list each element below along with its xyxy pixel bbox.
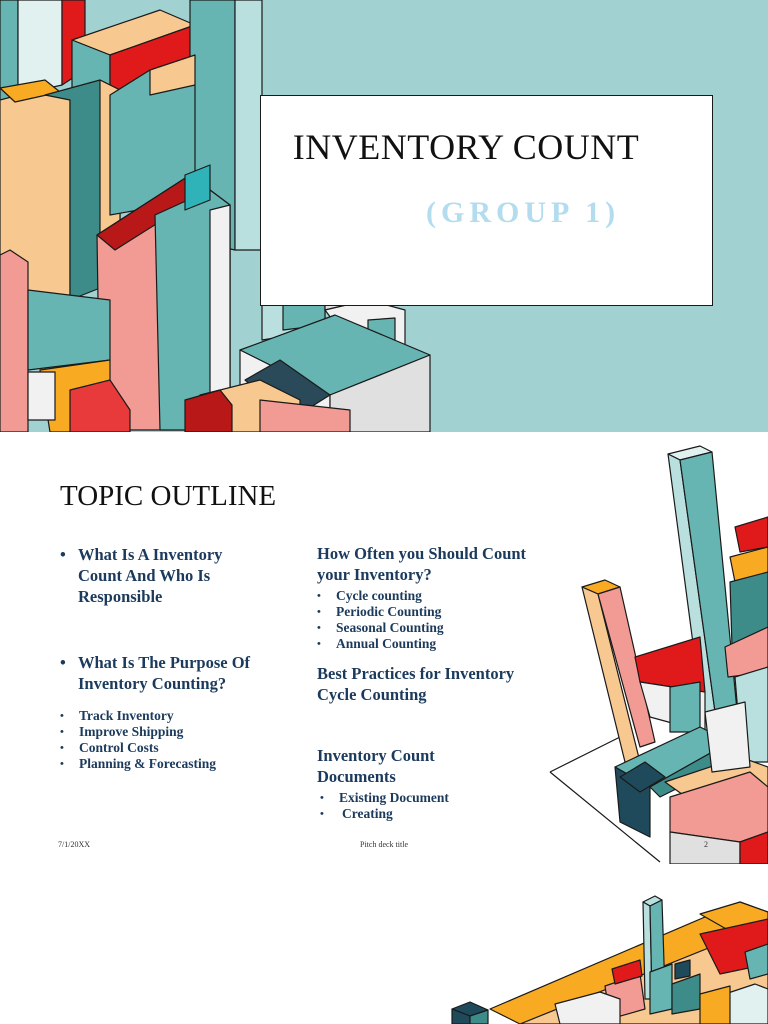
list-item: • Periodic Counting <box>317 604 547 620</box>
footer-page-number: 2 <box>704 840 708 849</box>
presentation-title: INVENTORY COUNT <box>292 127 640 167</box>
list-item: • Control Costs <box>60 740 290 756</box>
outline-slide <box>0 432 768 864</box>
topic-purpose: • What Is The Purpose Of Inventory Counting? <box>60 652 290 694</box>
list-item: • Annual Counting <box>317 636 547 652</box>
slide-heading: TOPIC OUTLINE <box>60 480 277 512</box>
list-item: • Seasonal Counting <box>317 620 547 636</box>
topic-what-is: • What Is A Inventory Count And Who Is Responsible <box>60 544 270 607</box>
list-item: • Improve Shipping <box>60 724 290 740</box>
next-slide-partial <box>0 864 768 1024</box>
city-illustration-right <box>0 432 768 864</box>
list-item: • Planning & Forecasting <box>60 756 290 772</box>
list-item: • Track Inventory <box>60 708 290 724</box>
footer-deck-title: Pitch deck title <box>360 840 408 849</box>
list-item: • Existing Document <box>320 790 547 806</box>
footer-date: 7/1/20XX <box>58 840 90 849</box>
frequency-heading: How Often you Should Count your Inventory? <box>317 544 527 584</box>
documents-heading: Inventory Count Documents <box>317 746 435 786</box>
city-illustration-bottom <box>0 864 768 1024</box>
title-slide <box>0 0 768 432</box>
title-box <box>260 95 713 306</box>
best-practices-heading: Best Practices for Inventory Cycle Counting <box>317 664 515 704</box>
list-item: • Creating <box>320 806 547 822</box>
group-subtitle: (GROUP 1) <box>426 196 621 229</box>
list-item: • Cycle counting <box>317 588 547 604</box>
